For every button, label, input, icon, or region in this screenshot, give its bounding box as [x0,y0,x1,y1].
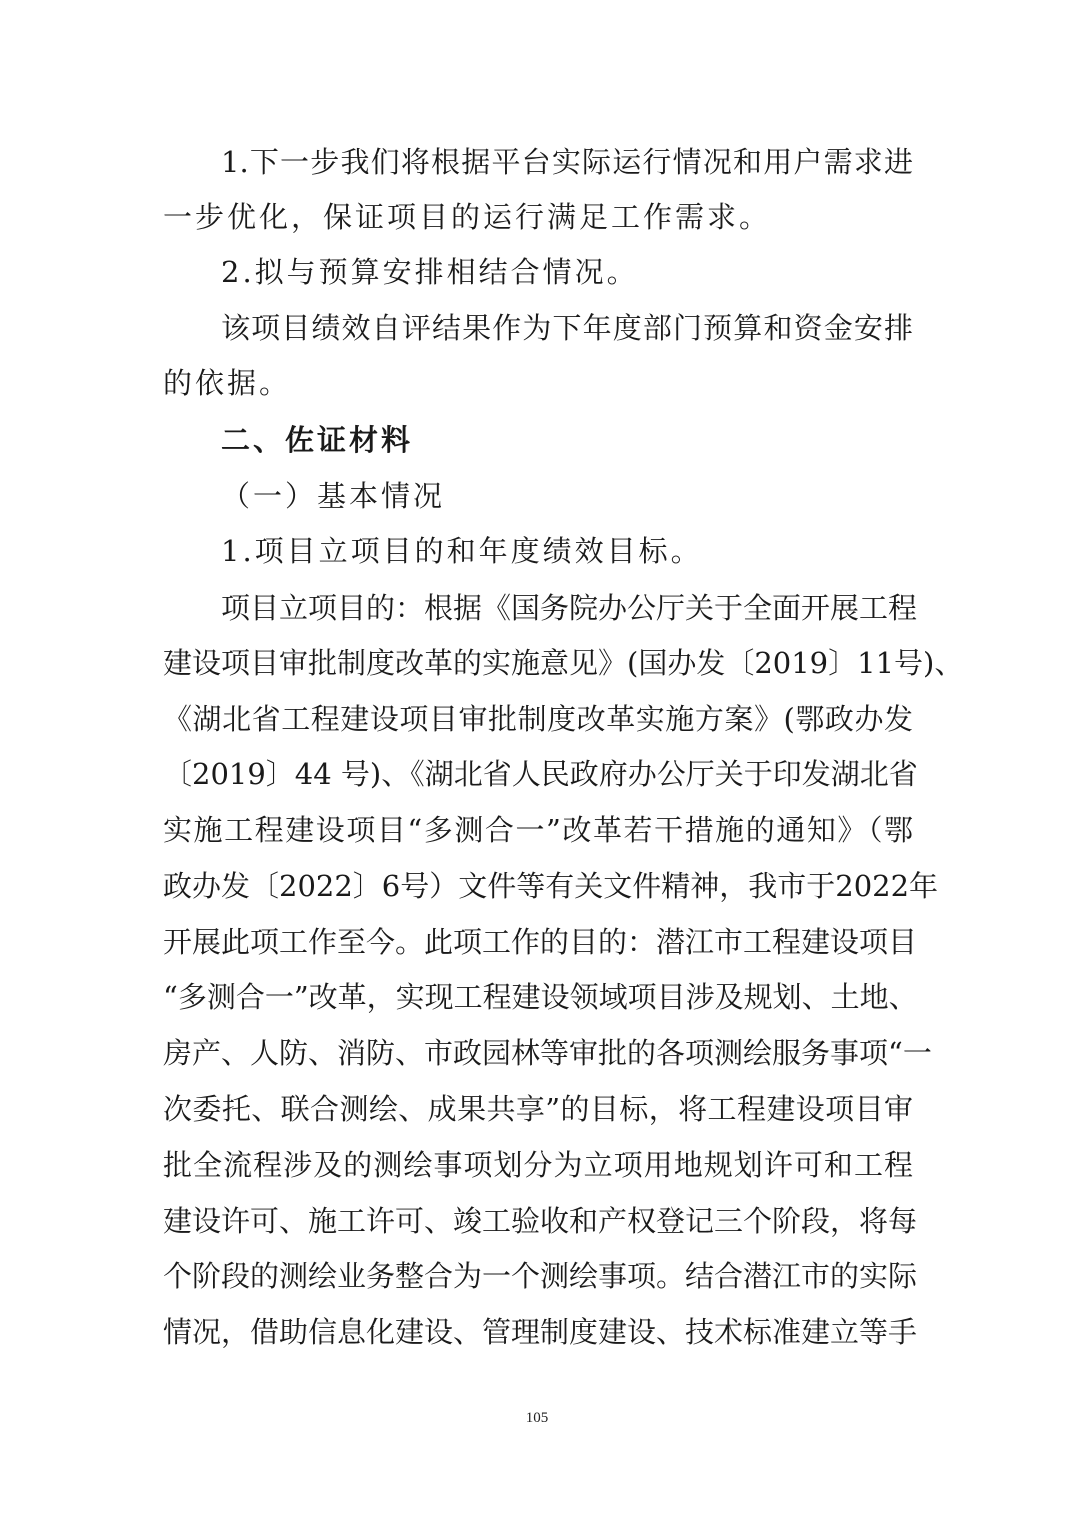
paragraph-line: 〔2019〕44 号)、《湖北省人民政府办公厅关于印发湖北省 [163,757,918,791]
paragraph-line: 政办发〔2022〕6号）文件等有关文件精神，我市于2022年 [163,869,939,903]
page-number: 105 [525,1410,549,1426]
paragraph-line: 《湖北省工程建设项目审批制度改革实施方案》(鄂政办发 [163,702,913,736]
paragraph-line: 实施工程建设项目“多测合一”改革若干措施的通知》（鄂 [163,813,913,847]
paragraph-line: “多测合一”改革，实现工程建设领域项目涉及规划、土地、 [163,980,918,1014]
paragraph-line: 开展此项工作至今。此项工作的目的：潜江市工程建设项目 [163,925,918,959]
paragraph-line: 个阶段的测绘业务整合为一个测绘事项。结合潜江市的实际 [163,1259,918,1293]
subsection-heading: （一）基本情况 [221,479,446,513]
paragraph-line: 1.下一步我们将根据平台实际运行情况和用户需求进 [221,145,913,179]
paragraph-line: 情况，借助信息化建设、管理制度建设、技术标准建立等手 [163,1315,918,1349]
paragraph-line: 次委托、联合测绘、成果共享”的目标，将工程建设项目审 [163,1092,913,1126]
paragraph-line: 2.拟与预算安排相结合情况。 [221,255,639,289]
paragraph-line: 项目立项目的：根据《国务院办公厅关于全面开展工程 [221,591,918,625]
paragraph-line: 的依据。 [163,366,292,400]
paragraph-line: 该项目绩效自评结果作为下年度部门预算和资金安排 [221,311,913,345]
paragraph-line: 一步优化，保证项目的运行满足工作需求。 [163,200,772,234]
paragraph-line: 1.项目立项目的和年度绩效目标。 [221,534,703,568]
paragraph-line: 建设许可、施工许可、竣工验收和产权登记三个阶段，将每 [163,1204,918,1238]
section-heading: 二、佐证材料 [221,423,414,457]
paragraph-line: 房产、人防、消防、市政园林等审批的各项测绘服务事项“一 [163,1036,932,1070]
paragraph-line: 批全流程涉及的测绘事项划分为立项用地规划许可和工程 [163,1148,913,1182]
paragraph-line: 建设项目审批制度改革的实施意见》(国办发〔2019〕11号)、 [163,646,964,680]
